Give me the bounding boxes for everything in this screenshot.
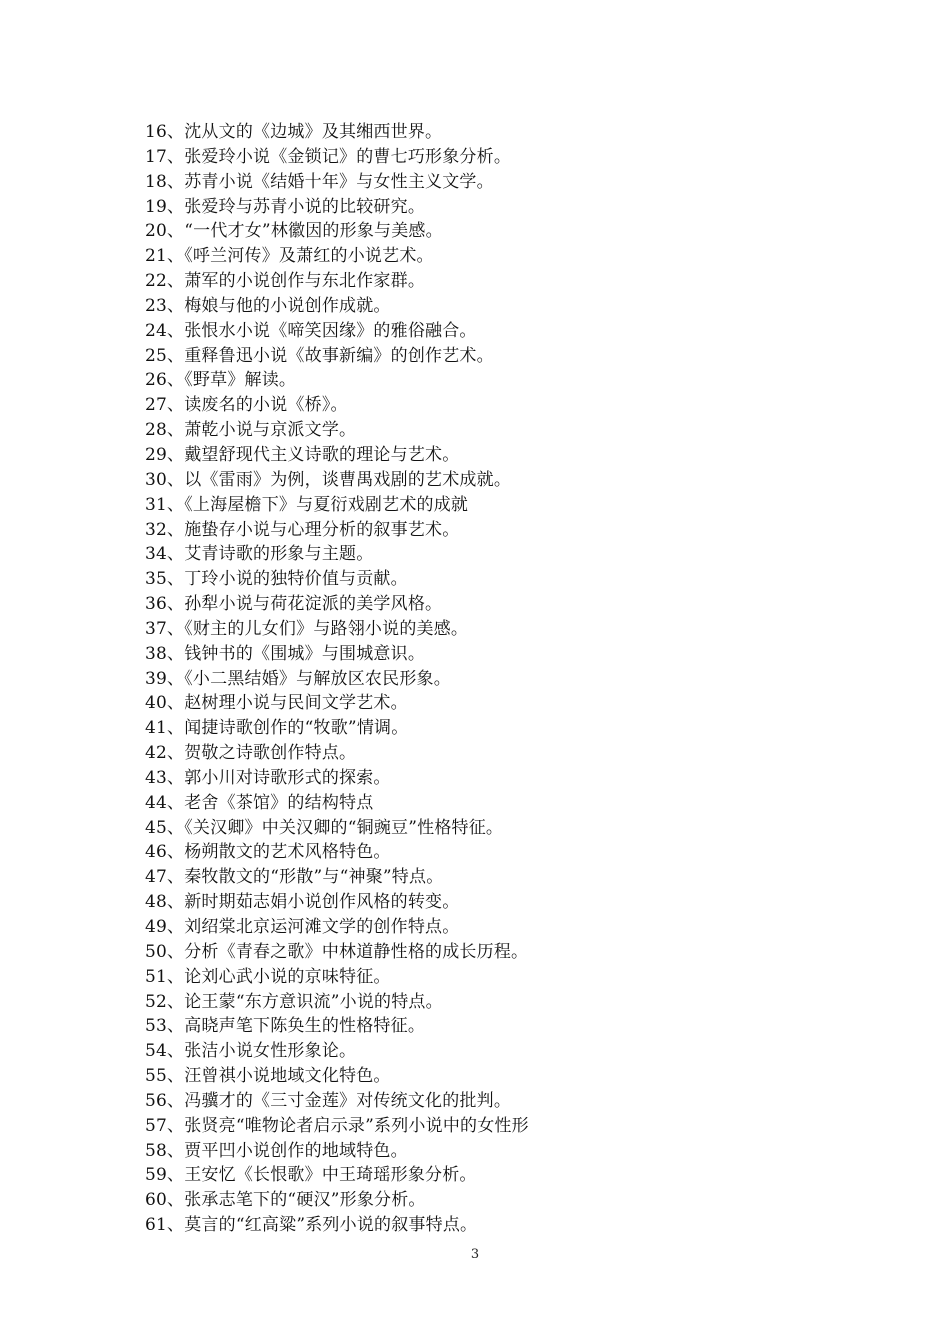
list-item: 59、王安忆《长恨歌》中王琦瑶形象分析。 (145, 1165, 477, 1186)
list-item: 19、张爱玲与苏青小说的比较研究。 (145, 196, 426, 217)
list-item: 23、梅娘与他的小说创作成就。 (145, 295, 391, 316)
list-item: 21、《呼兰河传》及萧红的小说艺术。 (145, 246, 434, 267)
list-item: 30、以《雷雨》为例，谈曹禺戏剧的艺术成就。 (145, 469, 512, 490)
list-item: 47、秦牧散文的“形散”与“神聚”特点。 (145, 867, 444, 888)
list-item: 24、张恨水小说《啼笑因缘》的雅俗融合。 (145, 320, 477, 341)
list-item: 17、张爱玲小说《金锁记》的曹七巧形象分析。 (145, 146, 512, 167)
list-item: 57、张贤亮“唯物论者启示录”系列小说中的女性形 (145, 1115, 529, 1136)
list-item: 49、刘绍棠北京运河滩文学的创作特点。 (145, 917, 460, 937)
list-item: 35、丁玲小说的独特价值与贡献。 (145, 569, 408, 590)
list-item: 43、郭小川对诗歌形式的探索。 (145, 767, 391, 788)
list-item: 27、读废名的小说《桥》。 (145, 395, 348, 416)
list-item: 25、重释鲁迅小说《故事新编》的创作艺术。 (145, 345, 494, 366)
list-item: 52、论王蒙“东方意识流”小说的特点。 (145, 991, 443, 1012)
list-item: 40、赵树理小说与民间文学艺术。 (145, 693, 408, 714)
list-item: 37、《财主的儿女们》与路翎小说的美感。 (145, 618, 469, 639)
list-item: 61、莫言的“红高粱”系列小说的叙事特点。 (145, 1215, 478, 1236)
list-item: 31、《上海屋檐下》与夏衍戏剧艺术的成就 (145, 494, 469, 515)
list-item: 54、张洁小说女性形象论。 (145, 1041, 357, 1062)
list-item: 26、《野草》解读。 (145, 370, 297, 391)
list-item: 36、孙犁小说与荷花淀派的美学风格。 (145, 594, 443, 615)
list-item: 46、杨朔散文的艺术风格特色。 (145, 842, 391, 863)
list-item: 18、苏青小说《结婚十年》与女性主义文学。 (145, 171, 494, 192)
list-item: 34、艾青诗歌的形象与主题。 (145, 544, 374, 565)
topic-list (145, 120, 845, 1238)
list-item: 48、新时期茹志娟小说创作风格的转变。 (145, 892, 460, 913)
list-item: 42、贺敬之诗歌创作特点。 (145, 743, 357, 764)
list-item: 50、分析《青春之歌》中林道静性格的成长历程。 (145, 941, 529, 962)
list-item: 51、论刘心武小说的京味特征。 (145, 966, 391, 987)
list-item: 32、施蛰存小说与心理分析的叙事艺术。 (145, 519, 460, 540)
list-item: 16、沈从文的《边城》及其缃西世界。 (145, 122, 443, 142)
list-item: 58、贾平凹小说创作的地域特色。 (145, 1140, 408, 1161)
list-item: 38、钱钟书的《围城》与围城意识。 (145, 643, 426, 664)
list-item: 39、《小二黑结婚》与解放区农民形象。 (145, 668, 451, 689)
list-item: 22、萧军的小说创作与东北作家群。 (145, 271, 426, 292)
list-item: 60、张承志笔下的“硬汉”形象分析。 (145, 1190, 426, 1211)
list-item: 45、《关汉卿》中关汉卿的“铜豌豆”性格特征。 (145, 817, 504, 838)
list-item: 28、萧乾小说与京派文学。 (145, 420, 357, 441)
list-item: 56、冯骥才的《三寸金莲》对传统文化的批判。 (145, 1090, 512, 1111)
list-item: 41、闻捷诗歌创作的“牧歌”情调。 (145, 718, 409, 739)
list-item: 44、老舍《茶馆》的结构特点 (145, 792, 374, 813)
list-item: 53、高晓声笔下陈奂生的性格特征。 (145, 1016, 426, 1037)
list-item: 29、戴望舒现代主义诗歌的理论与艺术。 (145, 444, 460, 465)
list-item: 55、汪曾祺小说地域文化特色。 (145, 1066, 391, 1087)
list-item: 20、“一代才女”林徽因的形象与美感。 (145, 221, 443, 242)
page-number: 3 (470, 1247, 480, 1262)
